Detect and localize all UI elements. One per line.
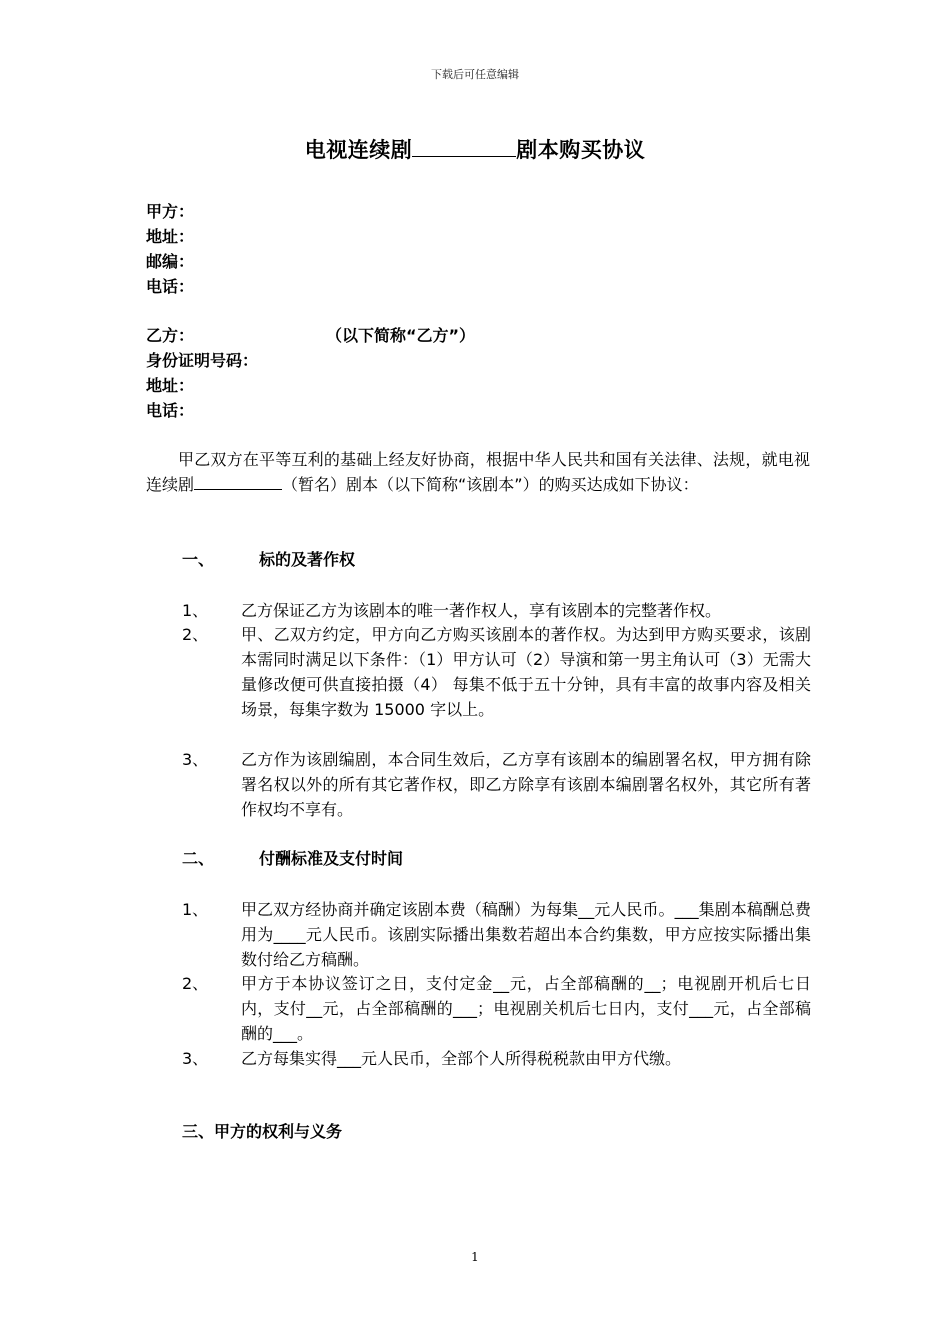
party-a-address: 地址： — [146, 227, 195, 246]
section-number: 三、 — [182, 1122, 215, 1141]
section-title: 付酬标准及支付时间 — [259, 849, 404, 868]
section-heading-3 — [182, 1120, 342, 1144]
page-number: 1 — [471, 1250, 479, 1264]
party-a-phone: 电话： — [146, 277, 195, 296]
party-b-alias: （以下简称“乙方”） — [326, 326, 476, 345]
party-b-address: 地址： — [146, 376, 195, 395]
document-title — [0, 134, 950, 164]
item-text: 甲、乙双方约定，甲方向乙方购买该剧本的著作权。为达到甲方购买要求，该剧本需同时满足以下条件：（1）甲方认可（2）导演和第一男主角认可（3）无需大量修改便可供直接拍摄（4） 每集不低于五十分钟，具有丰富的故事内容及相关场景，每集字数为 15000 字以上。 — [241, 625, 811, 719]
intro-paragraph — [146, 447, 810, 497]
item-number: 3、 — [182, 750, 209, 769]
item-text: 甲乙双方经协商并确定该剧本费（稿酬）为每集__元人民币。___集剧本稿酬总费用为____元人民币。该剧实际播出集数若超出本合约集数，甲方应按实际播出集数付给乙方稿酬。 — [241, 900, 811, 969]
section-number: 二、 — [182, 849, 215, 868]
party-b-id-number: 身份证明号码： — [146, 351, 259, 370]
item-number: 2、 — [182, 974, 209, 993]
item-number: 1、 — [182, 601, 209, 620]
header-note: 下载后可任意编辑 — [431, 68, 519, 81]
intro-part-2: （暂名）剧本（以下简称“该剧本”）的购买达成如下协议： — [282, 475, 699, 494]
intro-part-1: 甲乙双方在平等互利的基础上经友好协商，根据中华人民共和国有关法律、法规，就电视连续剧 — [146, 450, 810, 494]
item-text: 乙方每集实得___元人民币，全部个人所得税税款由甲方代缴。 — [241, 1049, 682, 1068]
item-text: 乙方作为该剧编剧，本合同生效后，乙方享有该剧本的编剧署名权，甲方拥有除署名权以外的所有其它著作权，即乙方除享有该剧本编剧署名权外，其它所有著作权均不享有。 — [241, 750, 811, 819]
section-heading-1 — [182, 548, 356, 572]
title-blank-underline — [412, 135, 516, 157]
section-title: 甲方的权利与义务 — [214, 1122, 343, 1141]
party-a-postcode: 邮编： — [146, 252, 195, 271]
item-text: 甲方于本协议签订之日，支付定金__元，占全部稿酬的__；电视剧开机后七日内，支付__元，占全部稿酬的___；电视剧关机后七日内，支付___元，占全部稿酬的___。 — [241, 974, 811, 1043]
party-b-line — [146, 324, 806, 348]
title-suffix: 剧本购买协议 — [516, 138, 646, 162]
party-b-label: 乙方： — [146, 326, 195, 345]
drama-name-blank — [194, 473, 282, 490]
title-prefix: 电视连续剧 — [304, 138, 413, 162]
party-b-phone: 电话： — [146, 401, 195, 420]
section-heading-2 — [182, 847, 404, 871]
item-number: 1、 — [182, 900, 209, 919]
item-number: 3、 — [182, 1049, 209, 1068]
item-number: 2、 — [182, 625, 209, 644]
item-text: 乙方保证乙方为该剧本的唯一著作权人，享有该剧本的完整著作权。 — [241, 601, 722, 620]
section-title: 标的及著作权 — [259, 550, 356, 569]
section-number: 一、 — [182, 550, 215, 569]
party-a-label: 甲方： — [146, 202, 195, 221]
